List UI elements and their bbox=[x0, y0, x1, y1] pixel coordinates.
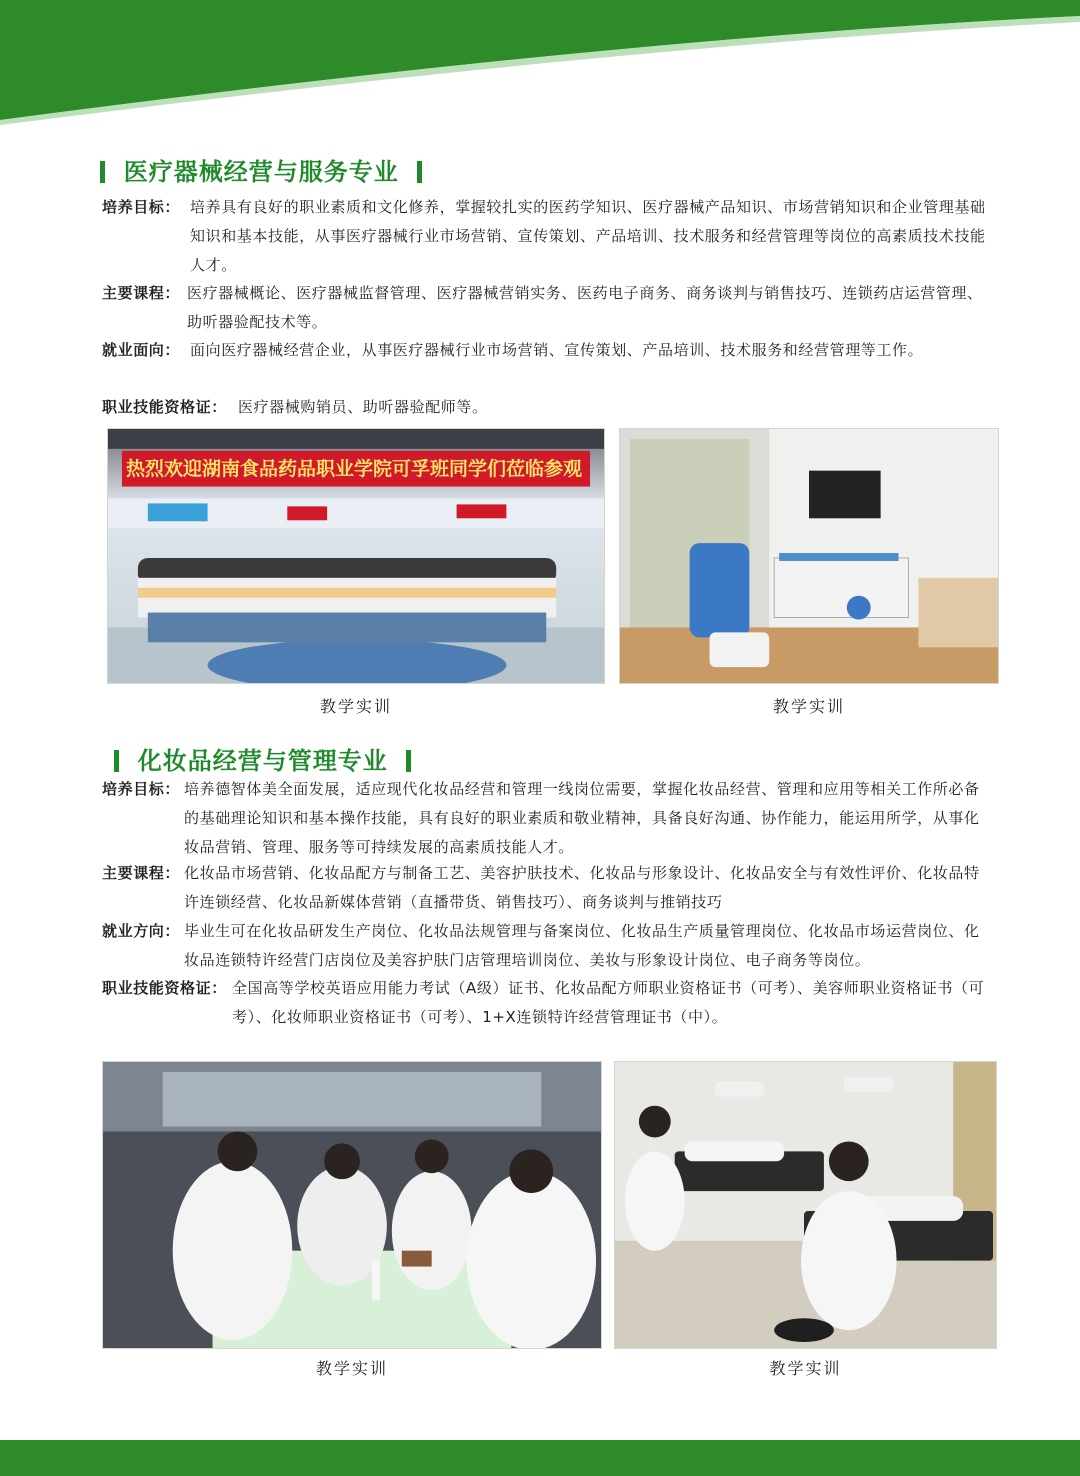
row-text: 毕业生可在化妆品研发生产岗位、化妆品法规管理与备案岗位、化妆品生产质量管理岗位、化妆品市场运营岗位、化妆品连锁特许经营门店岗位及美容护肤门店管理培训岗位、美妆与形象设计岗位、电子商务等岗位。 bbox=[184, 922, 980, 969]
bottom-green-band bbox=[0, 1440, 1080, 1476]
row-text: 培养具有良好的职业素质和文化修养，掌握较扎实的医药学知识、医疗器械产品知识、市场营销知识和企业管理基础知识和基本技能，从事医疗器械行业市场营销、宣传策划、产品培训、技术服务和经营管理等岗位的高素质技术技能人才。 bbox=[190, 198, 986, 274]
photo-cosmetics-lab bbox=[102, 1061, 602, 1349]
section1-row-courses bbox=[102, 279, 992, 337]
row-text: 全国高等学校英语应用能力考试（A级）证书、化妆品配方师职业资格证书（可考）、美容师职业资格证书（可考）、化妆师职业资格证书（可考）、1+X连锁特许经营管理证书（中）。 bbox=[232, 979, 985, 1026]
section2-row-courses bbox=[102, 859, 992, 917]
row-text: 面向医疗器械经营企业，从事医疗器械行业市场营销、宣传策划、产品培训、技术服务和经营管理等工作。 bbox=[190, 341, 924, 359]
section1-row-certificate bbox=[102, 393, 992, 422]
photo-hearing-room bbox=[619, 428, 999, 684]
welcome-banner-text: 热烈欢迎湖南食品药品职业学院可孚班同学们莅临参观 bbox=[126, 458, 583, 480]
top-green-band bbox=[0, 0, 1080, 125]
row-text: 培养德智体美全面发展，适应现代化妆品经营和管理一线岗位需要，掌握化妆品经营、管理和应用等相关工作所必备的基础理论知识和基本操作技能，具有良好的职业素质和敬业精神，具备良好沟通、协作能力，能运用所学，从事化妆品营销、管理、服务等可持续发展的高素质技能人才。 bbox=[184, 780, 980, 856]
row-text: 医疗器械概论、医疗器械监督管理、医疗器械营销实务、医药电子商务、商务谈判与销售技巧、连锁药店运营管理、助听器验配技术等。 bbox=[187, 284, 983, 331]
photo-group-visit bbox=[107, 428, 605, 684]
row-label: 职业技能资格证： bbox=[102, 398, 227, 416]
title-bar-right bbox=[406, 750, 411, 772]
row-label: 职业技能资格证： bbox=[102, 979, 227, 997]
section2-title bbox=[114, 741, 411, 776]
section1-title bbox=[100, 152, 422, 187]
title-bar-left bbox=[100, 161, 105, 183]
photo3-caption: 教学实训 bbox=[315, 1359, 388, 1378]
row-label: 培养目标： bbox=[102, 198, 181, 216]
title-bar-left bbox=[114, 750, 119, 772]
photo2-caption: 教学实训 bbox=[772, 697, 845, 716]
section1-row-employment bbox=[102, 336, 992, 365]
row-label: 主要课程： bbox=[102, 864, 181, 882]
section2-title-text: 化妆品经营与管理专业 bbox=[137, 747, 388, 775]
section2-row-goal bbox=[102, 775, 992, 862]
photo1-caption: 教学实训 bbox=[319, 697, 392, 716]
section2-row-employment bbox=[102, 917, 992, 975]
title-bar-right bbox=[417, 161, 422, 183]
row-label: 培养目标： bbox=[102, 780, 181, 798]
section1-title-text: 医疗器械经营与服务专业 bbox=[123, 158, 399, 186]
row-label: 就业方向： bbox=[102, 922, 181, 940]
photo4-caption: 教学实训 bbox=[769, 1359, 842, 1378]
row-text: 化妆品市场营销、化妆品配方与制备工艺、美容护肤技术、化妆品与形象设计、化妆品安全与有效性评价、化妆品特许连锁经营、化妆品新媒体营销（直播带货、销售技巧）、商务谈判与推销技巧 bbox=[184, 864, 980, 911]
section1-row-goal bbox=[102, 193, 992, 280]
section2-row-certificate bbox=[102, 974, 992, 1032]
row-label: 主要课程： bbox=[102, 284, 181, 302]
photo-beauty-room bbox=[614, 1061, 997, 1349]
row-text: 医疗器械购销员、助听器验配师等。 bbox=[238, 398, 488, 416]
row-label: 就业面向： bbox=[102, 341, 181, 359]
